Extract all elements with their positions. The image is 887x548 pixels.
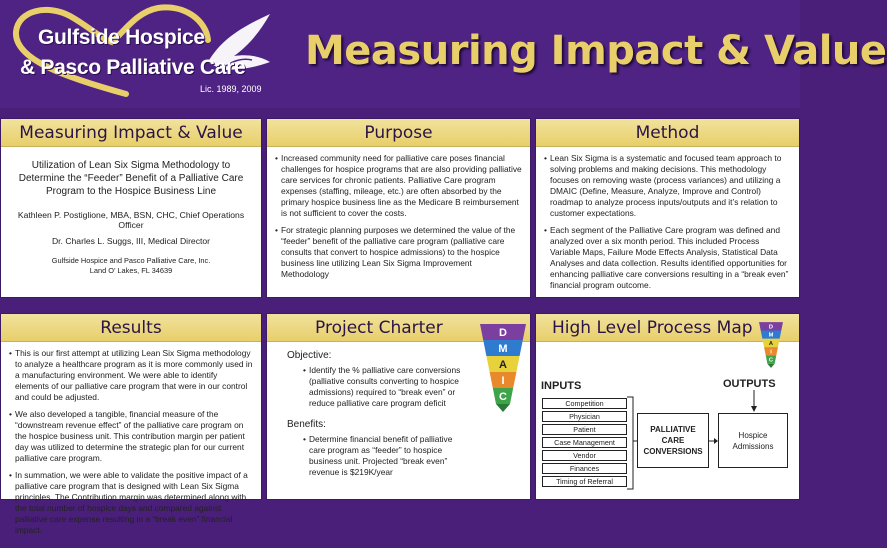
input-timing-of-referral: Timing of Referral [542, 476, 627, 487]
author-1: Kathleen P. Postiglione, MBA, BSN, CHC, Chief Operations Officer [17, 210, 245, 230]
results-bullet: • This is our first attempt at utilizing Lean Six Sigma methodology to analyze a healthcare program as it is more commonly used in a manufacturing environment. We were able to identify elements of our palliative care program that were in our control and could be adjusted. [9, 348, 253, 403]
logo-name-line2: & Pasco Palliative Care [20, 56, 246, 79]
dmaic-letter-i: I [770, 349, 772, 356]
benefits-label: Benefits: [287, 419, 326, 430]
purpose-bullet: • For strategic planning purposes we determined the value of the “feeder” benefit of the palliative care program (palliative care consults that convert to hospice admissions) to the hospice business line utilizing Lean Six Sigma Improvement Methodology [275, 225, 522, 280]
dmaic-letter-a: A [499, 359, 507, 371]
purpose-panel [266, 118, 531, 298]
logo [0, 0, 290, 108]
method-list [544, 153, 791, 291]
dmaic-funnel-small-icon [758, 321, 784, 369]
author-2: Dr. Charles L. Suggs, III, Medical Director [51, 236, 211, 246]
dmaic-funnel-tip [767, 364, 774, 368]
purpose-body [267, 147, 530, 292]
dmaic-letter-m: M [768, 332, 774, 339]
dmaic-letter-c: C [499, 391, 507, 403]
dmaic-letter-c: C [768, 357, 774, 364]
organization-address: Land O’ Lakes, FL 34639 [89, 266, 173, 275]
input-case-management: Case Management [542, 437, 627, 448]
process-output-box: Hospice Admissions [718, 413, 788, 468]
benefits-text: • Determine financial benefit of palliative care program as “feeder” to hospice business unit. Projected “break even” revenue is $219K/year [303, 434, 470, 478]
dmaic-funnel-tip [496, 404, 510, 412]
results-title: Results [1, 314, 261, 342]
input-patient: Patient [542, 424, 627, 435]
method-bullet: • Each segment of the Palliative Care program was defined and analyzed over a six month period. This included Process Variable Maps, Failure Mode Effects Analysis, Statistical Data Analyses and data collection. Results identified opportunities for enhancing palliative care conversions resulting in a “break even” financial program outcome. [544, 225, 791, 291]
input-physician: Physician [542, 411, 627, 422]
project-charter-title: Project Charter [267, 314, 530, 342]
dmaic-letter-m: M [498, 343, 508, 355]
study-subtitle: Utilization of Lean Six Sigma Methodology to Determine the “Feeder” Benefit of a Palliative Care Program to the Hospice Business Line [18, 160, 244, 197]
arrow-down-icon [748, 390, 760, 414]
input-finances: Finances [542, 463, 627, 474]
measuring-impact-title: Measuring Impact & Value [1, 119, 261, 147]
input-competition: Competition [542, 398, 627, 409]
objective-text: • Identify the % palliative care conversions (palliative consults converting to hospice admissions) required to “break even” or reduce palliative care program deficit [303, 365, 470, 409]
dmaic-funnel-icon [478, 322, 528, 414]
logo-name-line1: Gulfside Hospice [38, 26, 205, 49]
objective-list [275, 365, 470, 409]
method-title: Method [536, 119, 799, 147]
dmaic-letter-i: I [501, 375, 505, 387]
input-vendor: Vendor [542, 450, 627, 461]
process-center-box: PALLIATIVE CARE CONVERSIONS [637, 413, 709, 468]
results-bullet: • We also developed a tangible, financial measure of the “downstream revenue effect” of the palliative care program on the hospice business unit. This contribution margin per patient day was utilized to determine the strategic plan for our current palliative care program. [9, 409, 253, 464]
method-bullet: • Lean Six Sigma is a systematic and focused team approach to solving problems and making decisions. This methodology focuses on removing waste (process variances) and utilizing a DMAIC (Define, Measure, Analyze, Improve and Control) roadmap to analyze process inputs/outputs and it’s relation to customer expectations. [544, 153, 791, 219]
page-title: Measuring Impact & Value [305, 28, 887, 74]
purpose-list [275, 153, 522, 280]
dmaic-letter-d: D [768, 324, 774, 331]
measuring-impact-body [1, 147, 261, 282]
dmaic-letter-a: A [768, 341, 774, 347]
method-panel [535, 118, 800, 298]
results-panel [0, 313, 262, 535]
objective-label: Objective: [287, 350, 332, 361]
process-map-title: High Level Process Map [536, 314, 799, 342]
purpose-bullet: • Increased community need for palliative care poses financial challenges for hospice programs that are also providing palliative care services for chronic patients. Palliative Care program expenses (staffing, mileage, etc.) are often absorbed by the primary hospice business line as the Medicare B reimbursement is not sufficient to cover the costs. [275, 153, 522, 219]
purpose-title: Purpose [267, 119, 530, 147]
measuring-impact-panel [0, 118, 262, 298]
outputs-label: OUTPUTS [723, 378, 776, 390]
results-bullet: • In summation, we were able to validate the positive impact of a palliative care program that is designed with Lean Six Sigma principles. The Contribution margin was determined along with the total number of hospice days and compared against palliative care expense resulting in a “break even” financial impact. [9, 470, 253, 536]
method-body [536, 147, 799, 303]
benefits-list [275, 434, 470, 478]
results-body [1, 342, 261, 548]
logo-license: Lic. 1989, 2009 [200, 84, 262, 94]
dmaic-letter-d: D [499, 327, 507, 339]
organization-name: Gulfside Hospice and Pasco Palliative Care, Inc. [51, 256, 211, 265]
header-banner [0, 0, 887, 108]
results-list [9, 348, 253, 536]
inputs-label: INPUTS [541, 380, 582, 392]
